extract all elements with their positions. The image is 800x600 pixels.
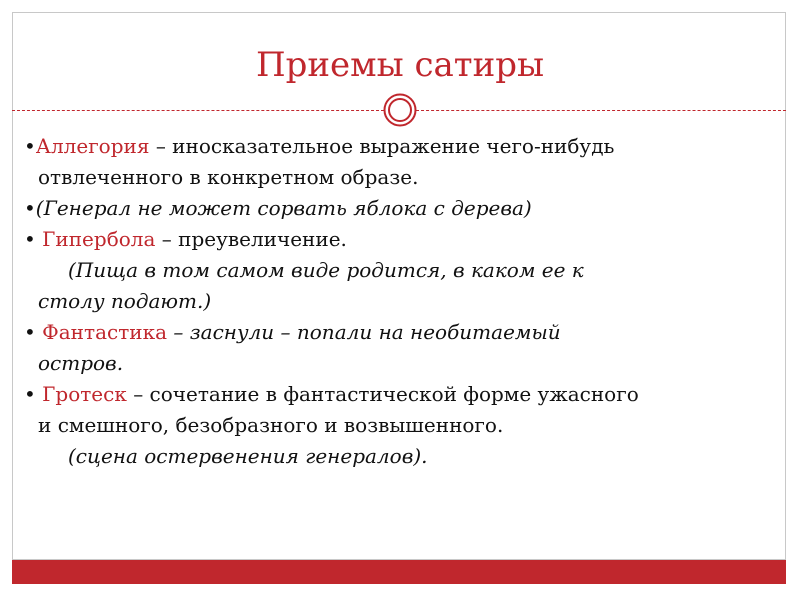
example-hyperbole-continued: столу подают.) [38,289,212,313]
title-divider-left [12,110,384,111]
bullet-marker: • [24,196,36,220]
footer-bar [12,560,786,584]
list-item-allegory-example [24,193,764,224]
bullet-marker: • [24,382,36,406]
slide-title: Приемы сатиры [255,45,545,85]
list-item-grotesque [24,379,764,410]
definition-allegory: – иносказательное выражение чего-нибудь [149,134,615,158]
bullet-marker: • [24,227,36,251]
term-hyperbole: Гипербола [35,227,156,251]
definition-grotesque-continued: и смешного, безобразного и возвышенного. [38,413,504,437]
list-item-hyperbole [24,224,764,255]
definition-allegory-continued: отвлеченного в конкретном образе. [38,165,419,189]
definition-hyperbole: – преувеличение. [155,227,347,251]
bullet-list [24,131,764,472]
list-item-fantasy [24,317,764,348]
example-allegory: (Генерал не может сорвать яблока с дерева) [35,196,532,220]
bullet-marker: • [24,320,36,344]
bullet-marker: • [24,134,36,158]
definition-fantasy: – заснули – попали на необитаемый [167,320,561,344]
list-item-allegory [24,131,764,162]
term-fantasy: Фантастика [35,320,168,344]
double-circle-icon [383,93,417,127]
title-divider-right [416,110,786,111]
term-allegory: Аллегория [35,134,150,158]
example-hyperbole: (Пища в том самом виде родится, в каком ее к [68,258,584,282]
definition-fantasy-continued: остров. [38,351,124,375]
example-grotesque: (сцена остервенения генералов). [68,444,428,468]
definition-grotesque: – сочетание в фантастической форме ужасного [126,382,639,406]
term-grotesque: Гротеск [35,382,127,406]
